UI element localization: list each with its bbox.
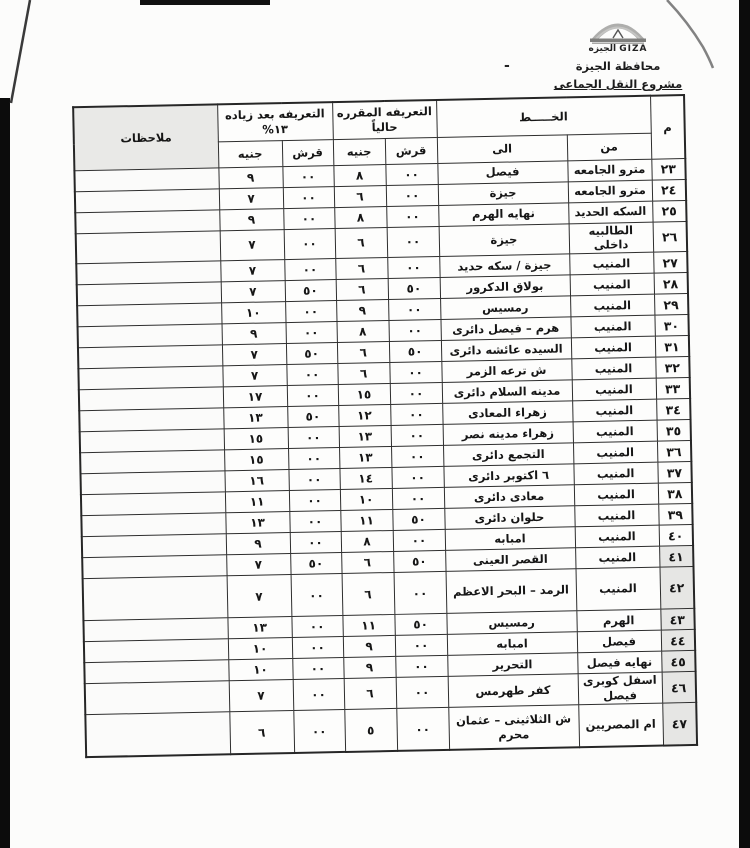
notes-cell — [74, 167, 218, 191]
current-qirsh-cell: ٠٠ — [387, 257, 439, 279]
increased-gineih-cell: ٩ — [222, 323, 286, 345]
row-number-cell: ٢٩ — [654, 294, 688, 316]
row-number-cell: ٣٤ — [656, 399, 690, 421]
route-to-cell: فيصل — [437, 160, 567, 184]
current-gineih-cell: ٦ — [335, 258, 387, 280]
current-qirsh-cell: ٠٠ — [389, 362, 441, 384]
increased-qirsh-cell: ٠٠ — [290, 532, 341, 554]
row-number-cell: ٣٥ — [657, 420, 691, 442]
notes-cell — [76, 230, 221, 264]
increased-qirsh-cell: ٠٠ — [283, 207, 334, 229]
increased-qirsh-cell: ٥٠ — [285, 280, 336, 302]
route-from-cell: المنيب — [574, 504, 658, 527]
route-from-cell: فيصل — [577, 630, 661, 653]
route-from-cell: الطالبيه داخلى — [569, 222, 654, 255]
increased-qirsh-cell: ٠٠ — [288, 427, 339, 449]
fare-table — [72, 94, 698, 758]
increased-gineih-cell: ٧ — [227, 575, 292, 618]
header-current-tariff — [332, 100, 437, 139]
current-gineih-cell: ٦ — [344, 678, 397, 710]
notes-cell — [80, 429, 224, 453]
increased-gineih-cell: ٧ — [221, 281, 285, 303]
increased-gineih-cell: ٦ — [229, 711, 294, 754]
current-gineih-cell: ٩ — [336, 300, 388, 322]
header-increased-tariff-line1: التعريفه بعد زياده — [224, 106, 325, 123]
route-to-cell: السيده عائشه دائرى — [441, 338, 571, 362]
row-number-cell: ٢٣ — [651, 158, 685, 180]
row-number-cell: ٣١ — [655, 336, 689, 358]
notes-cell — [75, 209, 219, 233]
route-from-cell: ام المصريين — [578, 703, 663, 747]
notes-cell — [76, 261, 220, 285]
route-from-cell: المنيب — [571, 358, 655, 381]
current-qirsh-cell: ٥٠ — [394, 614, 446, 636]
increased-gineih-cell: ١٣ — [227, 617, 291, 639]
notes-cell — [77, 282, 221, 306]
route-to-cell: جيزة — [439, 223, 570, 256]
increased-gineih-cell: ٧ — [219, 187, 283, 209]
notes-cell — [78, 345, 222, 369]
increased-qirsh-cell: ٠٠ — [288, 469, 339, 491]
current-gineih-cell: ٨ — [337, 321, 389, 343]
increased-qirsh-cell: ٠٠ — [285, 301, 336, 323]
current-gineih-cell: ٨ — [341, 531, 393, 553]
route-to-cell: الرمد – البحر الاعظم — [446, 569, 577, 614]
increased-gineih-cell: ٧ — [226, 554, 290, 576]
header-increased-tariff — [217, 102, 333, 141]
header-current-qirsh: قرش — [385, 137, 438, 164]
route-to-cell: امبابه — [445, 527, 575, 551]
increased-qirsh-cell: ٠٠ — [286, 322, 337, 344]
route-from-cell: المنيب — [572, 379, 656, 402]
current-gineih-cell: ٦ — [337, 363, 389, 385]
current-qirsh-cell: ٠٠ — [396, 708, 449, 751]
notes-cell — [83, 576, 228, 621]
header-line: الخـــــط — [436, 96, 651, 137]
notes-cell — [77, 303, 221, 327]
route-to-cell: مدينه السلام دائرى — [442, 380, 572, 404]
header-current-tariff-line2: حالياً — [371, 119, 398, 135]
row-number-cell: ٢٧ — [653, 252, 687, 274]
stray-dash-mark: - — [504, 58, 510, 74]
current-gineih-cell: ٨ — [334, 206, 386, 228]
current-qirsh-cell: ٠٠ — [393, 530, 445, 552]
increased-qirsh-cell: ٠٠ — [284, 228, 336, 260]
route-to-cell: التحرير — [447, 653, 577, 677]
route-from-cell: الهرم — [576, 609, 660, 632]
route-to-cell: ش الثلاثينى – عثمان محرم — [448, 705, 579, 750]
increased-qirsh-cell: ٠٠ — [292, 658, 343, 680]
route-from-cell: المنيب — [576, 567, 661, 611]
route-to-cell: بولاق الدكرور — [440, 275, 570, 299]
increased-qirsh-cell: ٥٠ — [290, 553, 341, 575]
increased-qirsh-cell: ٠٠ — [284, 259, 335, 281]
route-to-cell: معادى دائرى — [444, 485, 574, 509]
header-number: م — [650, 95, 685, 159]
increased-gineih-cell: ١٧ — [223, 386, 287, 408]
header-increased-qirsh: قرش — [282, 139, 334, 166]
logo-caption — [538, 44, 698, 54]
route-to-cell: حلوان دائرى — [444, 506, 574, 530]
current-qirsh-cell: ٠٠ — [385, 163, 437, 185]
row-number-cell: ٤٥ — [661, 651, 695, 673]
notes-cell — [82, 555, 226, 579]
increased-qirsh-cell: ٠٠ — [288, 448, 339, 470]
notes-cell — [75, 188, 219, 212]
current-gineih-cell: ١١ — [342, 615, 394, 637]
current-qirsh-cell: ٠٠ — [386, 184, 438, 206]
current-qirsh-cell: ٠٠ — [386, 205, 438, 227]
current-gineih-cell: ١٣ — [339, 426, 391, 448]
route-to-cell: جيزة / سكه حديد — [439, 254, 569, 278]
giza-governorate-logo-icon — [576, 12, 660, 46]
current-qirsh-cell: ٠٠ — [394, 572, 447, 615]
increased-gineih-cell: ٧ — [229, 680, 294, 712]
route-to-cell: جيزة — [438, 181, 568, 205]
current-qirsh-cell: ٠٠ — [387, 226, 440, 258]
increased-gineih-cell: ١٠ — [221, 302, 285, 324]
increased-gineih-cell: ١٥ — [224, 449, 288, 471]
notes-cell — [84, 639, 228, 663]
route-from-cell: مترو الجامعه — [568, 180, 652, 203]
route-to-cell: ٦ اكتوبر دائرى — [443, 464, 573, 488]
current-qirsh-cell: ٠٠ — [390, 404, 442, 426]
notes-cell — [80, 450, 224, 474]
scan-edge-right — [739, 0, 750, 848]
increased-qirsh-cell: ٠٠ — [289, 511, 340, 533]
route-to-cell: نهايه الهرم — [438, 202, 568, 226]
increased-qirsh-cell: ٠٠ — [286, 364, 337, 386]
route-to-cell: هرم – فيصل دائرى — [441, 317, 571, 341]
route-from-cell: مترو الجامعه — [567, 159, 651, 182]
header-from: من — [567, 133, 652, 161]
route-to-cell: رمسيس — [446, 611, 576, 635]
header-current-gineih: جنيه — [333, 138, 386, 165]
increased-gineih-cell: ٩ — [218, 166, 282, 188]
row-number-cell: ٤٠ — [659, 525, 693, 547]
increased-qirsh-cell: ٠٠ — [293, 710, 345, 753]
route-to-cell: زهراء مدينه نصر — [443, 422, 573, 446]
current-qirsh-cell: ٥٠ — [393, 551, 445, 573]
header-notes: ملاحظات — [73, 104, 218, 170]
header-increased-tariff-line2: ١٣% — [262, 121, 289, 137]
route-from-cell: المنيب — [569, 253, 653, 276]
row-number-cell: ٣٧ — [657, 462, 691, 484]
current-qirsh-cell: ٠٠ — [390, 383, 442, 405]
route-to-cell: التجمع دائرى — [443, 443, 573, 467]
increased-gineih-cell: ١٣ — [223, 407, 287, 429]
increased-qirsh-cell: ٠٠ — [291, 574, 343, 617]
route-from-cell: المنيب — [573, 421, 657, 444]
notes-cell — [82, 534, 226, 558]
route-from-cell: المنيب — [573, 463, 657, 486]
current-gineih-cell: ١٤ — [339, 468, 391, 490]
route-to-cell: ش ترعه الزمر — [441, 359, 571, 383]
increased-gineih-cell: ١٣ — [225, 512, 289, 534]
notes-cell — [78, 324, 222, 348]
current-gineih-cell: ٩ — [343, 657, 395, 679]
row-number-cell: ٢٥ — [652, 200, 686, 222]
current-qirsh-cell: ٠٠ — [391, 446, 443, 468]
current-qirsh-cell: ٠٠ — [391, 467, 443, 489]
current-gineih-cell: ١٢ — [338, 405, 390, 427]
increased-qirsh-cell: ٠٠ — [292, 637, 343, 659]
current-gineih-cell: ٥ — [344, 709, 397, 752]
current-qirsh-cell: ٠٠ — [396, 677, 449, 709]
row-number-cell: ٤١ — [659, 546, 693, 568]
current-qirsh-cell: ٠٠ — [388, 299, 440, 321]
route-from-cell: المنيب — [570, 274, 654, 297]
increased-gineih-cell: ١١ — [225, 491, 289, 513]
current-gineih-cell: ٦ — [335, 227, 388, 259]
increased-gineih-cell: ١٥ — [224, 428, 288, 450]
current-gineih-cell: ٦ — [336, 279, 388, 301]
row-number-cell: ٣٨ — [658, 483, 692, 505]
increased-gineih-cell: ٧ — [222, 365, 286, 387]
current-gineih-cell: ١٥ — [338, 384, 390, 406]
row-number-cell: ٤٦ — [662, 672, 697, 704]
current-qirsh-cell: ٠٠ — [395, 656, 447, 678]
current-qirsh-cell: ٠٠ — [389, 320, 441, 342]
current-gineih-cell: ١١ — [340, 510, 392, 532]
increased-gineih-cell: ٩ — [219, 208, 283, 230]
increased-gineih-cell: ١٠ — [228, 659, 292, 681]
increased-gineih-cell: ٧ — [220, 229, 285, 261]
current-qirsh-cell: ٠٠ — [391, 425, 443, 447]
row-number-cell: ٣٠ — [654, 315, 688, 337]
current-gineih-cell: ٩ — [343, 636, 395, 658]
current-gineih-cell: ١٣ — [339, 447, 391, 469]
current-gineih-cell: ٦ — [334, 185, 386, 207]
scan-edge-top — [140, 0, 270, 5]
current-gineih-cell: ١٠ — [340, 489, 392, 511]
notes-cell — [78, 366, 222, 390]
letterhead — [538, 12, 698, 91]
row-number-cell: ٤٢ — [660, 567, 695, 610]
increased-gineih-cell: ٧ — [222, 344, 286, 366]
increased-qirsh-cell: ٥٠ — [287, 406, 338, 428]
route-from-cell: المنيب — [573, 442, 657, 465]
route-from-cell: اسفل كوبرى فيصل — [578, 672, 663, 705]
route-from-cell: السكه الحديد — [568, 201, 652, 224]
project-title: مشروع النقل الجماعى — [553, 77, 683, 91]
row-number-cell: ٢٦ — [653, 221, 688, 253]
current-qirsh-cell: ٥٠ — [388, 278, 440, 300]
row-number-cell: ٤٤ — [661, 630, 695, 652]
route-to-cell: زهراء المعادى — [442, 401, 572, 425]
increased-gineih-cell: ٩ — [226, 533, 290, 555]
current-qirsh-cell: ٠٠ — [392, 488, 444, 510]
route-from-cell: المنيب — [572, 400, 656, 423]
route-from-cell: نهايه فيصل — [577, 651, 661, 674]
route-from-cell: المنيب — [575, 546, 659, 569]
notes-cell — [84, 660, 228, 684]
current-qirsh-cell: ٥٠ — [392, 509, 444, 531]
logo-name-arabic: الجيزه — [588, 44, 617, 54]
row-number-cell: ٣٣ — [656, 378, 690, 400]
increased-gineih-cell: ١٦ — [224, 470, 288, 492]
notes-cell — [81, 513, 225, 537]
current-gineih-cell: ٦ — [342, 573, 395, 616]
current-gineih-cell: ٨ — [333, 164, 385, 186]
notes-cell — [85, 712, 230, 757]
row-number-cell: ٣٢ — [655, 357, 689, 379]
row-number-cell: ٣٩ — [658, 504, 692, 526]
notes-cell — [79, 387, 223, 411]
increased-qirsh-cell: ٠٠ — [289, 490, 340, 512]
header-to: الى — [437, 134, 568, 163]
increased-gineih-cell: ١٠ — [228, 638, 292, 660]
row-number-cell: ٢٤ — [652, 179, 686, 201]
increased-qirsh-cell: ٥٠ — [286, 343, 337, 365]
notes-cell — [79, 408, 223, 432]
row-number-cell: ٢٨ — [654, 273, 688, 295]
route-from-cell: المنيب — [571, 337, 655, 360]
scan-edge-left — [0, 98, 10, 848]
notes-cell — [85, 681, 230, 715]
increased-qirsh-cell: ٠٠ — [283, 186, 334, 208]
row-number-cell: ٤٣ — [660, 609, 694, 631]
increased-qirsh-cell: ٠٠ — [293, 679, 345, 711]
route-from-cell: المنيب — [575, 525, 659, 548]
header-current-tariff-line1: التعريفه المقرره — [336, 104, 432, 121]
notes-cell — [83, 618, 227, 642]
route-to-cell: القصر العينى — [445, 548, 575, 572]
current-qirsh-cell: ٥٠ — [389, 341, 441, 363]
route-to-cell: رمسيس — [440, 296, 570, 320]
increased-gineih-cell: ٧ — [220, 260, 284, 282]
route-from-cell: المنيب — [571, 316, 655, 339]
row-number-cell: ٤٧ — [662, 703, 697, 746]
row-number-cell: ٣٦ — [657, 441, 691, 463]
header-increased-gineih: جنيه — [218, 140, 283, 167]
route-from-cell: المنيب — [574, 483, 658, 506]
fare-table-container — [72, 94, 698, 758]
route-to-cell: امبابه — [447, 632, 577, 656]
logo-name-latin: GIZA — [619, 44, 648, 54]
current-gineih-cell: ٦ — [337, 342, 389, 364]
route-to-cell: كفر طهرمس — [448, 674, 579, 707]
notes-cell — [81, 471, 225, 495]
fare-table-body — [74, 158, 697, 757]
increased-qirsh-cell: ٠٠ — [282, 165, 333, 187]
route-from-cell: المنيب — [570, 295, 654, 318]
notes-cell — [81, 492, 225, 516]
increased-qirsh-cell: ٠٠ — [287, 385, 338, 407]
current-gineih-cell: ٦ — [341, 552, 393, 574]
current-qirsh-cell: ٠٠ — [395, 635, 447, 657]
governorate-title: محافظة الجيزة — [575, 59, 661, 73]
increased-qirsh-cell: ٠٠ — [291, 616, 342, 638]
